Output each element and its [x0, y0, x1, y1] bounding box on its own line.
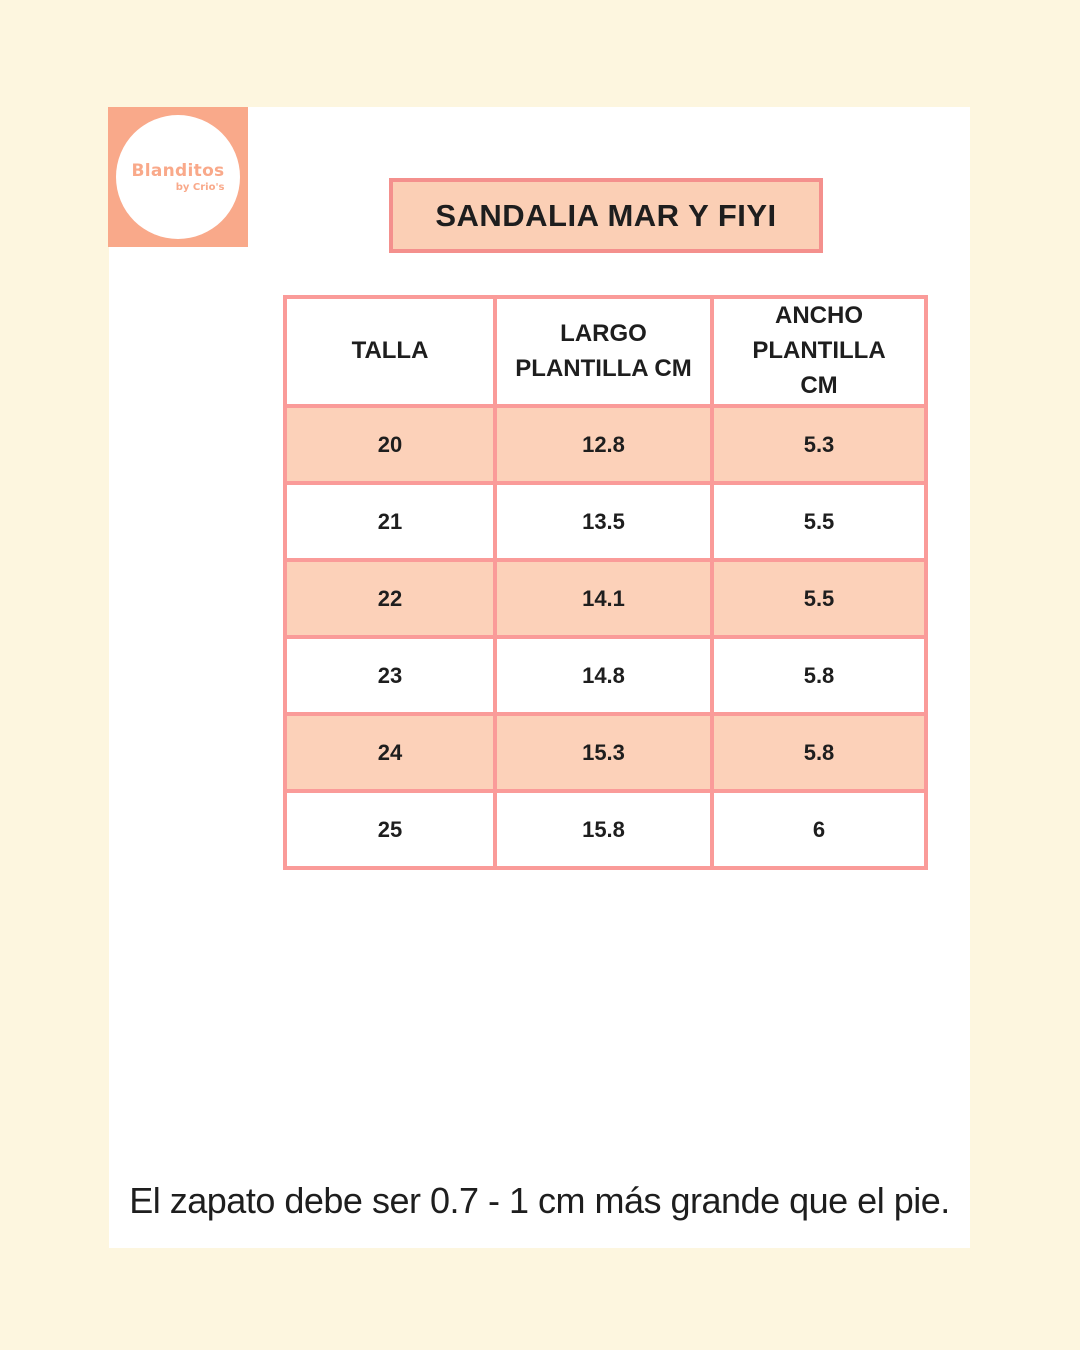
table-cell: 22 — [285, 560, 495, 637]
table-cell: 20 — [285, 406, 495, 483]
table-cell: 23 — [285, 637, 495, 714]
table-header-row — [285, 297, 926, 406]
table-cell: 15.3 — [495, 714, 712, 791]
table-row — [285, 791, 926, 868]
brand-logo-circle — [116, 115, 240, 239]
product-title-box — [389, 178, 823, 253]
table-cell: 5.8 — [712, 637, 926, 714]
table-cell: 14.1 — [495, 560, 712, 637]
brand-name: Blanditos — [131, 161, 225, 181]
table-cell: 21 — [285, 483, 495, 560]
column-header-talla: TALLA — [285, 297, 495, 406]
table-cell: 5.5 — [712, 483, 926, 560]
table-row — [285, 406, 926, 483]
table-cell: 25 — [285, 791, 495, 868]
brand-logo — [108, 107, 248, 247]
table-cell: 5.8 — [712, 714, 926, 791]
table-cell: 14.8 — [495, 637, 712, 714]
product-title: SANDALIA MAR Y FIYI — [435, 197, 777, 233]
brand-byline: by Crio's — [175, 182, 225, 193]
table-cell: 15.8 — [495, 791, 712, 868]
table-cell: 5.5 — [712, 560, 926, 637]
column-header-largo: LARGO PLANTILLA CM — [495, 297, 712, 406]
table-row — [285, 483, 926, 560]
table-cell: 6 — [712, 791, 926, 868]
table-row — [285, 560, 926, 637]
column-header-ancho: ANCHO PLANTILLA CM — [712, 297, 926, 406]
table-row — [285, 714, 926, 791]
table-cell: 13.5 — [495, 483, 712, 560]
table-cell: 5.3 — [712, 406, 926, 483]
fit-advice-note: El zapato debe ser 0.7 - 1 cm más grande que el pie. — [129, 1180, 950, 1221]
table-cell: 12.8 — [495, 406, 712, 483]
table-cell: 24 — [285, 714, 495, 791]
table-row — [285, 637, 926, 714]
size-chart-table — [283, 295, 928, 870]
size-table-body — [285, 406, 926, 868]
brand-text-block — [132, 161, 225, 193]
